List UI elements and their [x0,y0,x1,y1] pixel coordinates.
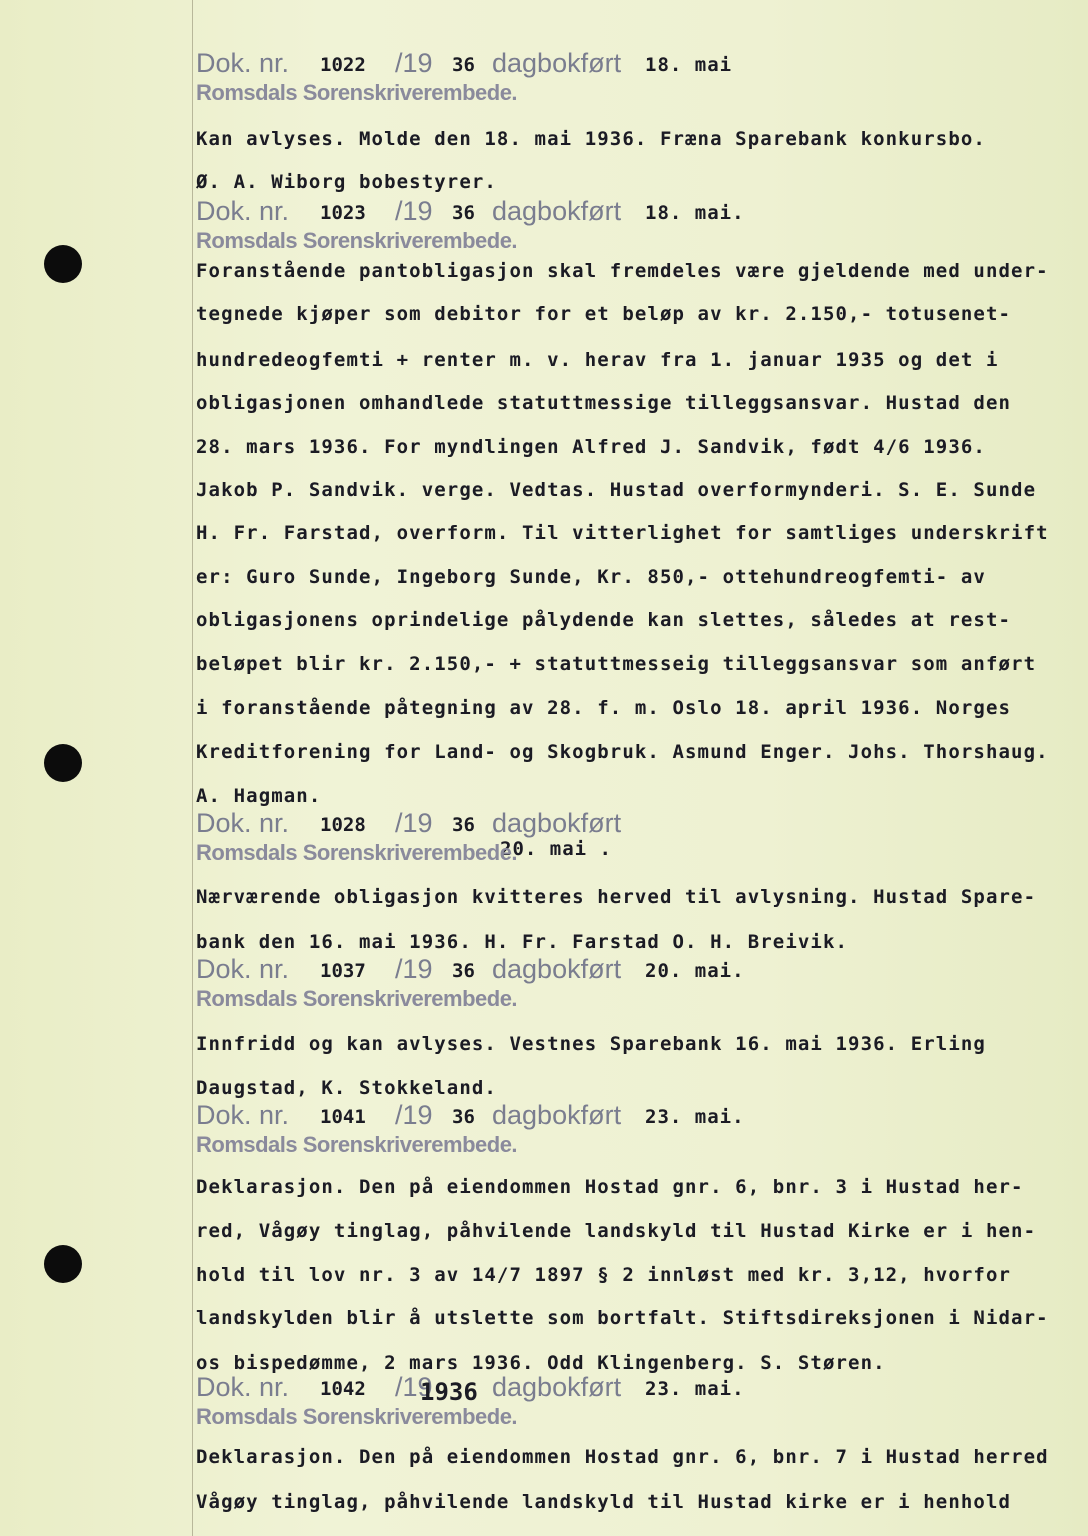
office-stamp: Romsdals Sorenskriverembede. [196,840,518,865]
text-line: Foranstående pantobligasjon skal fremdeles være gjeldende med under- [196,260,1049,282]
year-suffix: 36 [452,202,475,224]
stamp-year-prefix: /19 [395,196,433,226]
text-line: i foranstående påtegning av 28. f. m. Oslo 18. april 1936. Norges [196,697,1012,719]
stamp-label: Dok. nr. [196,48,290,78]
text-line: hundredeogfemti + renter m. v. herav fra 1. januar 1935 og det i [196,349,999,371]
entry-date: 18. mai. [645,202,745,224]
stamp-dagbok: dagbokført [492,48,622,78]
year-suffix: 36 [452,1106,475,1128]
entry-date: 23. mai. [645,1378,745,1400]
stamp-year-prefix: /19 [395,954,433,984]
text-line: hold til lov nr. 3 av 14/7 1897 § 2 innløst med kr. 3,12, hvorfor [196,1264,1012,1286]
text-line: 28. mars 1936. For myndlingen Alfred J. Sandvik, født 4/6 1936. [196,436,986,458]
text-line: er: Guro Sunde, Ingeborg Sunde, Kr. 850,- ottehundreogfemti- av [196,566,986,588]
office-stamp: Romsdals Sorenskriverembede. [196,986,518,1011]
office-stamp: Romsdals Sorenskriverembede. [196,228,518,253]
entry-date: 20. mai. [645,960,745,982]
stamp-label: Dok. nr. [196,1372,290,1402]
office-stamp: Romsdals Sorenskriverembede. [196,80,518,105]
text-line: bank den 16. mai 1936. H. Fr. Farstad O. H. Breivik. [196,931,849,953]
text-line: Vågøy tinglag, påhvilende landskyld til Hustad kirke er i henhold [196,1491,1012,1513]
office-stamp: Romsdals Sorenskriverembede. [196,1404,518,1429]
text-line: os bispedømme, 2 mars 1936. Odd Klingenberg. S. Støren. [196,1352,886,1374]
stamp-year-prefix: /19 [395,1100,433,1130]
text-line: A. Hagman. [196,785,322,807]
text-line: Kan avlyses. Molde den 18. mai 1936. Fræna Sparebank konkursbo. [196,128,986,150]
punch-hole [44,1245,82,1283]
text-line: Nærværende obligasjon kvitteres herved til avlysning. Hustad Spare- [196,886,1037,908]
text-line: obligasjonen omhandlede statuttmessige tilleggsansvar. Hustad den [196,392,1012,414]
text-line: landskylden blir å utslette som bortfalt. Stiftsdireksjonen i Nidar- [196,1307,1049,1329]
text-line: red, Vågøy tinglag, påhvilende landskyld til Hustad Kirke er i hen- [196,1220,1037,1242]
stamp-label: Dok. nr. [196,954,290,984]
stamp-dagbok: dagbokført [492,1372,622,1402]
text-line: Deklarasjon. Den på eiendommen Hostad gnr. 6, bnr. 7 i Hustad herred [196,1446,1049,1468]
doc-number: 1023 [320,202,366,224]
doc-number: 1028 [320,814,366,836]
text-line: H. Fr. Farstad, overform. Til vitterlighet for samtliges underskrift [196,522,1049,544]
text-line: tegnede kjøper som debitor for et beløp av kr. 2.150,- totusenet- [196,303,1012,325]
year-suffix: 36 [452,960,475,982]
stamp-label: Dok. nr. [196,808,290,838]
text-line: beløpet blir kr. 2.150,- + statuttmesseig tilleggsansvar som anført [196,653,1037,675]
punch-hole [44,744,82,782]
stamp-dagbok: dagbokført [492,196,622,226]
entry-date: 20. mai . [500,838,612,860]
text-line: Kreditforening for Land- og Skogbruk. Asmund Enger. Johs. Thorshaug. [196,741,1049,763]
text-line: Deklarasjon. Den på eiendommen Hostad gnr. 6, bnr. 3 i Hustad her- [196,1176,1024,1198]
entry-date: 23. mai. [645,1106,745,1128]
margin-rule [192,0,193,1536]
stamp-label: Dok. nr. [196,196,290,226]
year-suffix: 36 [452,54,475,76]
text-line: Daugstad, K. Stokkeland. [196,1077,497,1099]
stamp-label: Dok. nr. [196,1100,290,1130]
office-stamp: Romsdals Sorenskriverembede. [196,1132,518,1157]
text-line: Innfridd og kan avlyses. Vestnes Sparebank 16. mai 1936. Erling [196,1033,986,1055]
text-line: Jakob P. Sandvik. verge. Vedtas. Hustad overformynderi. S. E. Sunde [196,479,1037,501]
year-suffix: 36 [452,814,475,836]
stamp-year-prefix: /19 [395,808,433,838]
stamp-year-prefix: /19 [395,1372,433,1402]
stamp-year-prefix: /19 [395,48,433,78]
stamp-dagbok: dagbokført [492,808,622,838]
doc-number: 1042 [320,1378,366,1400]
doc-number: 1022 [320,54,366,76]
text-line: obligasjonens oprindelige pålydende kan slettes, således at rest- [196,609,1012,631]
entry-date: 18. mai [645,54,733,76]
year-suffix: 1936 [420,1378,478,1406]
doc-number: 1037 [320,960,366,982]
stamp-dagbok: dagbokført [492,954,622,984]
punch-hole [44,245,82,283]
doc-number: 1041 [320,1106,366,1128]
stamp-dagbok: dagbokført [492,1100,622,1130]
text-line: Ø. A. Wiborg bobestyrer. [196,171,497,193]
